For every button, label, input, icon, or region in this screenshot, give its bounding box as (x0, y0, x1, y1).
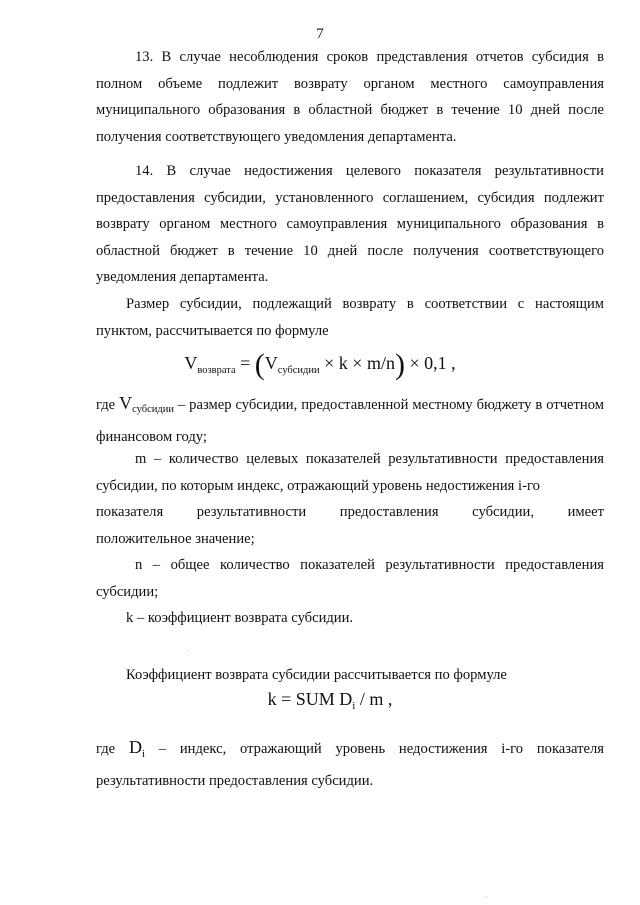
formula-k-sub: i (352, 700, 356, 712)
where-d-variable: $D_i$ (128, 737, 146, 760)
formula-v-middle: × k × m/n (319, 353, 395, 373)
definition-n: n – общее количество показателей результативности предоставления субсидии; (96, 557, 604, 600)
formula-refund-amount (0, 348, 640, 382)
paragraph-coefficient: Коэффициент возврата субсидии рассчитывается по формуле (126, 667, 507, 683)
formula-v-subsidy-sub: субсидии (277, 365, 320, 376)
definition-m (96, 446, 604, 552)
definition-k: k – коэффициент возврата субсидии. (126, 610, 354, 626)
formula-v-eq: = (235, 353, 255, 373)
scan-speck (486, 896, 487, 897)
formula-k-lhs: k = SUM D (267, 689, 353, 709)
where-d-text: – индекс, отражающий уровень недостижения i-го показателя результативности предоставления субсидии. (96, 741, 605, 789)
formula-v-tail: × 0,1 , (404, 353, 456, 373)
definition-m-line3: положительное значение; (96, 530, 255, 547)
paragraph-refund-size: Размер субсидии, подлежащий возврату в соответствии с настоящим пунктом, рассчитывается по формуле (96, 296, 604, 339)
definition-m-line1: m – количество целевых показателей результативности предоставления субсидии, по которым индекс, отражающий уровень недостижения i-го (96, 451, 604, 494)
formula-k-rhs: / m , (355, 689, 393, 709)
where-v-text: – размер субсидии, предоставленной местному бюджету в отчетном финансовом году; (96, 397, 604, 445)
formula-v-open-paren: ( (254, 348, 265, 381)
scan-speck (187, 650, 188, 651)
where-d-prefix: где (96, 741, 116, 757)
paragraph-where-v (96, 390, 604, 450)
formula-v-subsidy: V (264, 353, 278, 373)
paragraph-where-d (96, 734, 604, 794)
page-number: 7 (316, 26, 324, 42)
formula-v-lhs-sub: возврата (197, 365, 236, 376)
where-v-prefix: где (96, 397, 116, 413)
formula-v-close-paren: ) (394, 348, 405, 381)
paragraph-13: 13. В случае несоблюдения сроков представления отчетов субсидия в полном объеме подлежит возврату органом местного самоуправления муниципального образования в областной бюджет в течение 10 дней после получения соответствующего уведомления департамента. (96, 49, 604, 145)
where-v-variable: $V_{субсидии}$ (119, 393, 174, 415)
definition-m-line2: показателя результативности предоставления субсидии, имеет (96, 504, 604, 520)
paragraph-14: 14. В случае недостижения целевого показателя результативности предоставления субсидии, установленного соглашением, субсидия подлежит возврату органом местного самоуправления муниципального образования в областной бюджет в течение 10 дней после получения соответствующего уведомления департамента. (96, 163, 604, 285)
formula-v-lhs: V (184, 353, 198, 373)
formula-coefficient (0, 689, 640, 712)
